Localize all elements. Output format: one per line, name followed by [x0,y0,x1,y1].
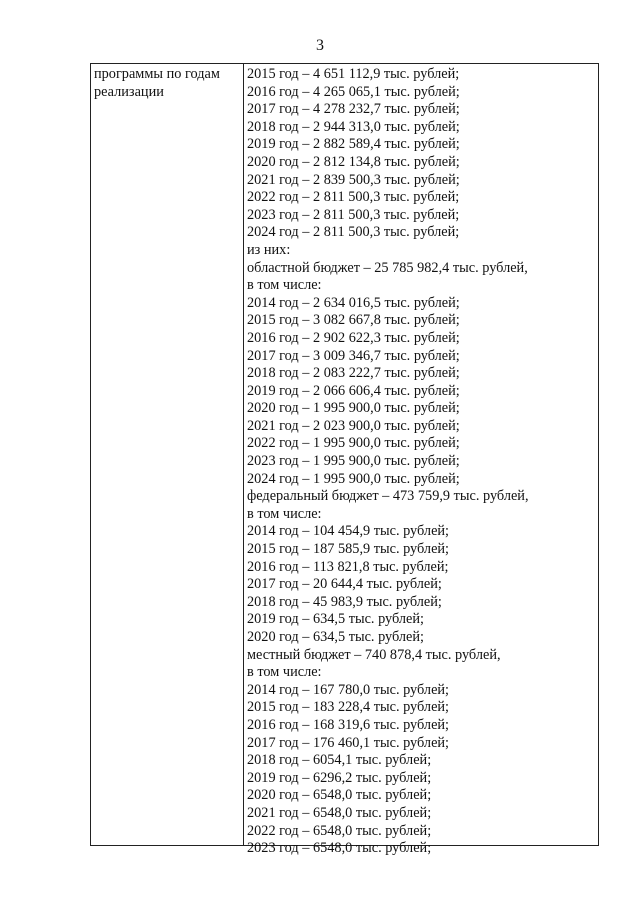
funding-line: федеральный бюджет – 473 759,9 тыс. рублей, [247,488,529,505]
funding-line: 2016 год – 4 265 065,1 тыс. рублей; [247,83,460,100]
funding-line: 2021 год – 2 023 900,0 тыс. рублей; [247,417,460,434]
funding-line: 2023 год – 6548,0 тыс. рублей; [247,840,432,857]
funding-line: 2016 год – 2 902 622,3 тыс. рублей; [247,329,460,346]
funding-line: в том числе: [247,664,322,681]
funding-line: 2024 год – 1 995 900,0 тыс. рублей; [247,470,460,487]
funding-line: 2019 год – 2 882 589,4 тыс. рублей; [247,136,460,153]
funding-table [90,63,599,857]
funding-line: 2019 год – 2 066 606,4 тыс. рублей; [247,382,460,399]
funding-line: 2017 год – 176 460,1 тыс. рублей; [247,734,450,751]
funding-line: 2018 год – 6054,1 тыс. рублей; [247,752,432,769]
funding-line: 2016 год – 168 319,6 тыс. рублей; [247,716,450,733]
funding-line: 2014 год – 2 634 016,5 тыс. рублей; [247,294,460,311]
funding-line: 2017 год – 3 009 346,7 тыс. рублей; [247,347,460,364]
funding-line: 2022 год – 6548,0 тыс. рублей; [247,822,432,839]
funding-line: 2016 год – 113 821,8 тыс. рублей; [247,558,449,575]
funding-line: в том числе: [247,505,322,522]
funding-line: 2021 год – 6548,0 тыс. рублей; [247,804,432,821]
funding-line: 2022 год – 1 995 900,0 тыс. рублей; [247,435,460,452]
funding-line: из них: [247,241,291,258]
funding-line: 2023 год – 2 811 500,3 тыс. рублей; [247,206,460,223]
funding-line: 2020 год – 1 995 900,0 тыс. рублей; [247,400,460,417]
funding-line: 2015 год – 187 585,9 тыс. рублей; [247,541,450,558]
funding-line: 2020 год – 2 812 134,8 тыс. рублей; [247,153,460,170]
page-number: 3 [316,37,324,54]
funding-line: 2023 год – 1 995 900,0 тыс. рублей; [247,453,460,470]
funding-line: 2018 год – 2 944 313,0 тыс. рублей; [247,118,460,135]
funding-line: 2020 год – 634,5 тыс. рублей; [247,629,425,645]
funding-line: 2024 год – 2 811 500,3 тыс. рублей; [247,224,460,241]
funding-line: 2020 год – 6548,0 тыс. рублей; [247,787,432,804]
funding-line: 2017 год – 20 644,4 тыс. рублей; [247,576,442,593]
funding-line: 2021 год – 2 839 500,3 тыс. рублей; [247,171,460,188]
table-right-cell [244,64,598,857]
funding-line: местный бюджет – 740 878,4 тыс. рублей, [247,646,501,663]
funding-line: 2018 год – 2 083 222,7 тыс. рублей; [247,365,460,382]
funding-line: 2014 год – 167 780,0 тыс. рублей; [247,681,450,698]
funding-line: 2019 год – 6296,2 тыс. рублей; [247,769,432,786]
table-left-cell: программы по годам реализации [91,64,244,845]
funding-line: 2017 год – 4 278 232,7 тыс. рублей; [247,101,460,118]
funding-line: 2014 год – 104 454,9 тыс. рублей; [247,523,450,540]
funding-line: 2015 год – 3 082 667,8 тыс. рублей; [247,312,460,329]
funding-line: 2015 год – 183 228,4 тыс. рублей; [247,699,450,716]
funding-line: 2015 год – 4 651 112,9 тыс. рублей; [247,66,460,82]
funding-line: 2022 год – 2 811 500,3 тыс. рублей; [247,189,460,206]
funding-line: 2019 год – 634,5 тыс. рублей; [247,611,425,628]
funding-line: в том числе: [247,277,322,294]
funding-line: областной бюджет – 25 785 982,4 тыс. рублей, [247,259,528,276]
funding-line: 2018 год – 45 983,9 тыс. рублей; [247,593,442,610]
